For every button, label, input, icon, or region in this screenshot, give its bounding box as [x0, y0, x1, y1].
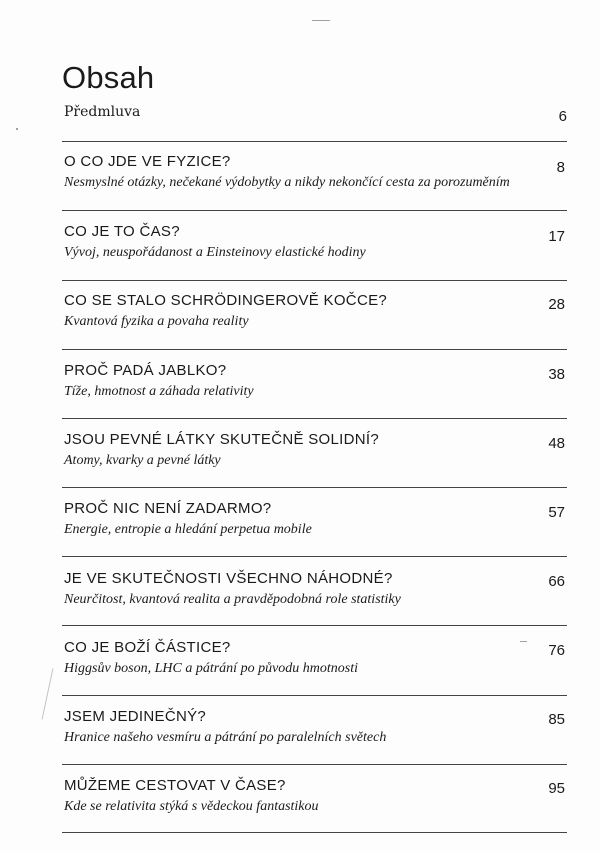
scan-artifact — [520, 641, 527, 642]
divider — [62, 280, 567, 281]
chapter-title: O CO JDE VE FYZICE? — [64, 153, 231, 170]
chapter-subtitle: Atomy, kvarky a pevné látky — [64, 453, 221, 468]
divider — [62, 349, 567, 350]
chapter-title: CO JE BOŽÍ ČÁSTICE? — [64, 639, 231, 656]
chapter-page-number: 85 — [548, 711, 565, 728]
divider — [62, 141, 567, 142]
chapter-title: JSEM JEDINEČNÝ? — [64, 708, 207, 725]
divider — [62, 210, 567, 211]
chapter-page-number: 8 — [556, 159, 565, 176]
chapter-page-number: 57 — [548, 504, 565, 521]
chapter-subtitle: Tíže, hmotnost a záhada relativity — [64, 384, 254, 399]
chapter-entry — [62, 223, 567, 273]
chapter-page-number: 28 — [548, 296, 565, 313]
page-title: Obsah — [62, 60, 155, 95]
chapter-page-number: 95 — [548, 780, 565, 797]
chapter-subtitle: Hranice našeho vesmíru a pátrání po paralelních světech — [64, 730, 387, 745]
chapter-entry — [62, 708, 567, 758]
chapter-title: CO SE STALO SCHRÖDINGEROVĚ KOČCE? — [64, 292, 388, 309]
chapter-subtitle: Nesmyslné otázky, nečekané výdobytky a nikdy nekončící cesta za porozuměním — [64, 175, 510, 190]
chapter-entry — [62, 500, 567, 550]
chapter-page-number: 38 — [548, 366, 565, 383]
scan-artifact — [42, 668, 54, 719]
chapter-entry — [62, 431, 567, 481]
chapter-title: JE VE SKUTEČNOSTI VŠECHNO NÁHODNÉ? — [64, 570, 393, 587]
chapter-subtitle: Kde se relativita stýká s vědeckou fantastikou — [64, 799, 319, 814]
chapter-page-number: 76 — [548, 642, 565, 659]
chapter-entry — [62, 292, 567, 342]
chapter-page-number: 48 — [548, 435, 565, 452]
chapter-subtitle: Higgsův boson, LHC a pátrání po původu hmotnosti — [64, 661, 359, 676]
chapter-title: PROČ NIC NENÍ ZADARMO? — [64, 500, 272, 517]
scan-artifact — [312, 20, 330, 21]
chapter-entry — [62, 570, 567, 620]
chapter-page-number: 66 — [548, 573, 565, 590]
scan-artifact — [16, 128, 18, 130]
divider — [62, 625, 567, 626]
chapter-subtitle: Kvantová fyzika a povaha reality — [64, 314, 249, 329]
chapter-entry — [62, 153, 567, 203]
preface-page-number: 6 — [558, 108, 567, 125]
divider — [62, 556, 567, 557]
preface-title: Předmluva — [64, 104, 141, 120]
chapter-page-number: 17 — [548, 228, 565, 245]
chapter-title: CO JE TO ČAS? — [64, 223, 180, 240]
chapter-title: PROČ PADÁ JABLKO? — [64, 362, 227, 379]
chapter-subtitle: Vývoj, neuspořádanost a Einsteinovy elastické hodiny — [64, 245, 366, 260]
chapter-entry — [62, 777, 567, 827]
chapter-entry — [62, 639, 567, 689]
divider — [62, 764, 567, 765]
chapter-subtitle: Neurčitost, kvantová realita a pravděpodobná role statistiky — [64, 592, 401, 607]
divider — [62, 832, 567, 833]
chapter-title: JSOU PEVNÉ LÁTKY SKUTEČNĚ SOLIDNÍ? — [64, 431, 380, 448]
chapter-subtitle: Energie, entropie a hledání perpetua mobile — [64, 522, 312, 537]
divider — [62, 418, 567, 419]
chapter-entry — [62, 362, 567, 412]
divider — [62, 695, 567, 696]
chapter-title: MŮŽEME CESTOVAT V ČASE? — [64, 777, 286, 794]
divider — [62, 487, 567, 488]
